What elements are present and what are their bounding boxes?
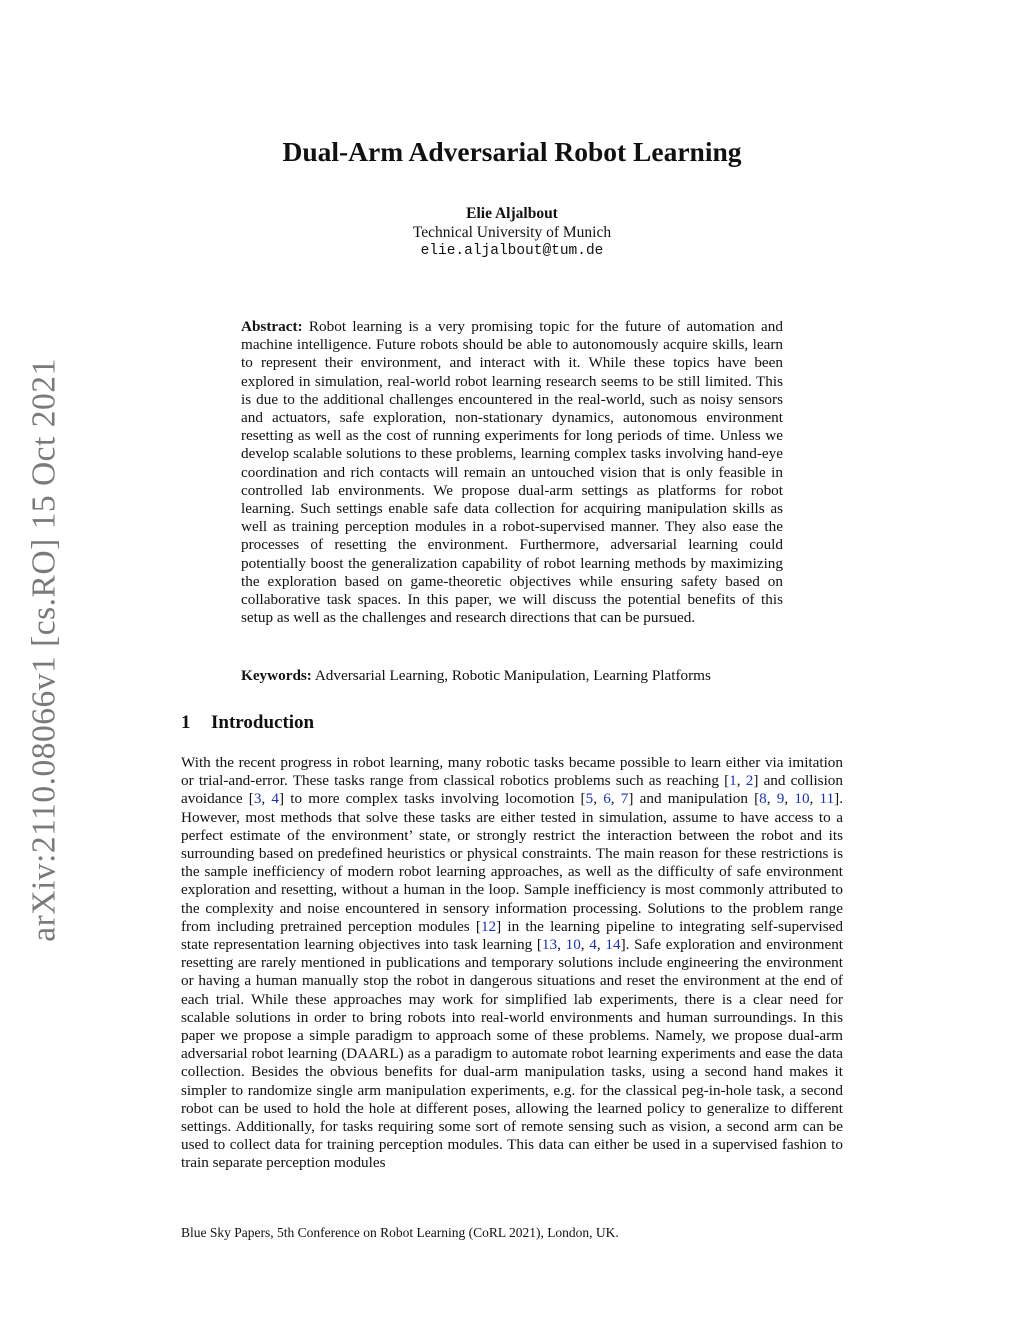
keywords-text: Adversarial Learning, Robotic Manipulation, Learning Platforms (314, 667, 711, 684)
citation-link[interactable]: 1 (729, 772, 737, 790)
intro-text: , (261, 790, 272, 808)
abstract-text: Robot learning is a very promising topic for the future of automation and machine intelligence. Future robots should be able to autonomously acquire skills, learn to represent their environment, and interact with it. While these topics have been explored in simulation, real-world robot learning research seems to be still limited. This is due to the additional challenges encountered in the real-world, such as noisy sensors and actuators, safe exploration, non-stationary dynamics, autonomous environment resetting as well as the cost of running experiments for long periods of time. Unless we develop scalable solutions to these problems, learning complex tasks involving hand-eye coordination and rich contacts will remain an untouched vision that is only feasible in controlled lab environments. We propose dual-arm settings as platforms for robot learning. Such settings enable safe data collection for acquiring manipulation skills as well as training perception modules in a robot-supervised manner. They also ease the processes of resetting the environment. Furthermore, adversarial learning could potentially boost the generalization capability of robot learning methods by maximizing the exploration based on game-theoretic objectives while ensuring safety based on collaborative task spaces. In this paper, we will discuss the potential benefits of this setup as well as the challenges and research directions that can be pursued. (241, 318, 783, 627)
author-affiliation: Technical University of Munich (412, 224, 612, 241)
citation-link[interactable]: 14 (605, 936, 621, 954)
citation-link[interactable]: 5 (585, 790, 594, 808)
intro-text: ]. However, most methods that solve these tasks are either tested in simulation, assume to have access to a perfect estimate of the environment’ state, or strongly restrict the interaction between the robot and its surrounding based on predefined heuristics or physical constraints. The main reason for these restrictions is the sample inefficiency of modern robot learning approaches, as well as the difficulty of safe environment exploration and resetting, without a human in the loop. Sample inefficiency is most commonly attributed to the complexity and noise encountered in sensory information processing. Solutions to the problem range from including pretrained perception modules [ (181, 790, 844, 935)
section-number: 1 (181, 712, 191, 733)
citation-link[interactable]: 6 (603, 790, 611, 808)
citation-link[interactable]: 10 (565, 936, 581, 954)
intro-text: , (580, 936, 590, 954)
footer-note: Blue Sky Papers, 5th Conference on Robot Learning (CoRL 2021), London, UK. (181, 1225, 619, 1240)
intro-text: , (766, 790, 777, 808)
citation-link[interactable]: 4 (271, 790, 280, 808)
keywords-label: Keywords: (241, 667, 312, 684)
intro-text: , (736, 772, 746, 790)
abstract-label: Abstract: (241, 318, 303, 335)
intro-text: ]. Safe exploration and environment resetting are rarely mentioned in publications and temporary solutions include engineering the environment or having a human manually stop the robot in dangerous situations and reset the environment at the end of each trial. While these approaches may work for simplified lab experiments, there is a clear need for scalable solutions in order to bring robots into real-world environments and human surroundings. In this paper we propose a simple paradigm to approach some of these problems. Namely, we propose dual-arm adversarial robot learning (DAARL) as a paradigm to automate robot learning experiments and ease the data collection. Besides the obvious benefits for dual-arm manipulation tasks, using a second hand makes it simpler to randomize single arm manipulation experiments, e.g. for the classical peg-in-hole task, a second robot can be used to hold the hole at different poses, allowing the learned policy to generalize to different settings. Additionally, for tasks requiring some sort of remote sensing such as vision, a second arm can be used to collect data for training perception modules. This data can either be used in a supervised fashion to train separate perception modules (181, 936, 844, 1172)
author-email[interactable]: elie.aljalbout@tum.de (420, 243, 604, 259)
intro-text: , (610, 790, 621, 808)
section-title: Introduction (211, 712, 315, 733)
intro-text: , (593, 790, 604, 808)
arxiv-identifier-text: arXiv:2110.08066v1 [cs.RO] 15 Oct 2021 (26, 358, 63, 942)
author-block (0, 204, 1024, 261)
citation-link[interactable]: 8 (759, 790, 767, 808)
intro-text: , (784, 790, 795, 808)
intro-text: , (596, 936, 606, 954)
paper-title: Dual-Arm Adversarial Robot Learning (282, 136, 742, 167)
intro-text: , (809, 790, 820, 808)
section-heading (181, 712, 314, 734)
intro-text: , (557, 936, 566, 954)
arxiv-identifier (20, 355, 70, 945)
citation-link[interactable]: 4 (589, 936, 597, 954)
citation-link[interactable]: 13 (541, 936, 558, 954)
intro-text: With the recent progress in robot learning, many robotic tasks became possible to learn either via imitation or trial-and-error. These tasks range from classical robotics problems such as reaching [ (181, 754, 843, 790)
intro-paragraph (181, 754, 843, 1173)
author-name: Elie Aljalbout (466, 205, 558, 222)
citation-link[interactable]: 11 (819, 790, 835, 808)
keywords (241, 667, 801, 685)
citation-link[interactable]: 3 (253, 790, 262, 808)
citation-link[interactable]: 12 (480, 917, 497, 935)
citation-link[interactable]: 10 (794, 790, 810, 808)
intro-text: ] and collision avoidance [ (181, 772, 843, 808)
citation-link[interactable]: 9 (776, 790, 785, 808)
citation-link[interactable]: 7 (620, 790, 629, 808)
intro-text: ] to more complex tasks involving locomotion [ (279, 790, 586, 808)
intro-text: ] and manipulation [ (628, 790, 760, 808)
citation-link[interactable]: 2 (745, 772, 754, 790)
abstract (241, 318, 783, 627)
intro-text: ] in the learning pipeline to integrating self-supervised state representation learning objectives into task learning [ (181, 917, 843, 954)
